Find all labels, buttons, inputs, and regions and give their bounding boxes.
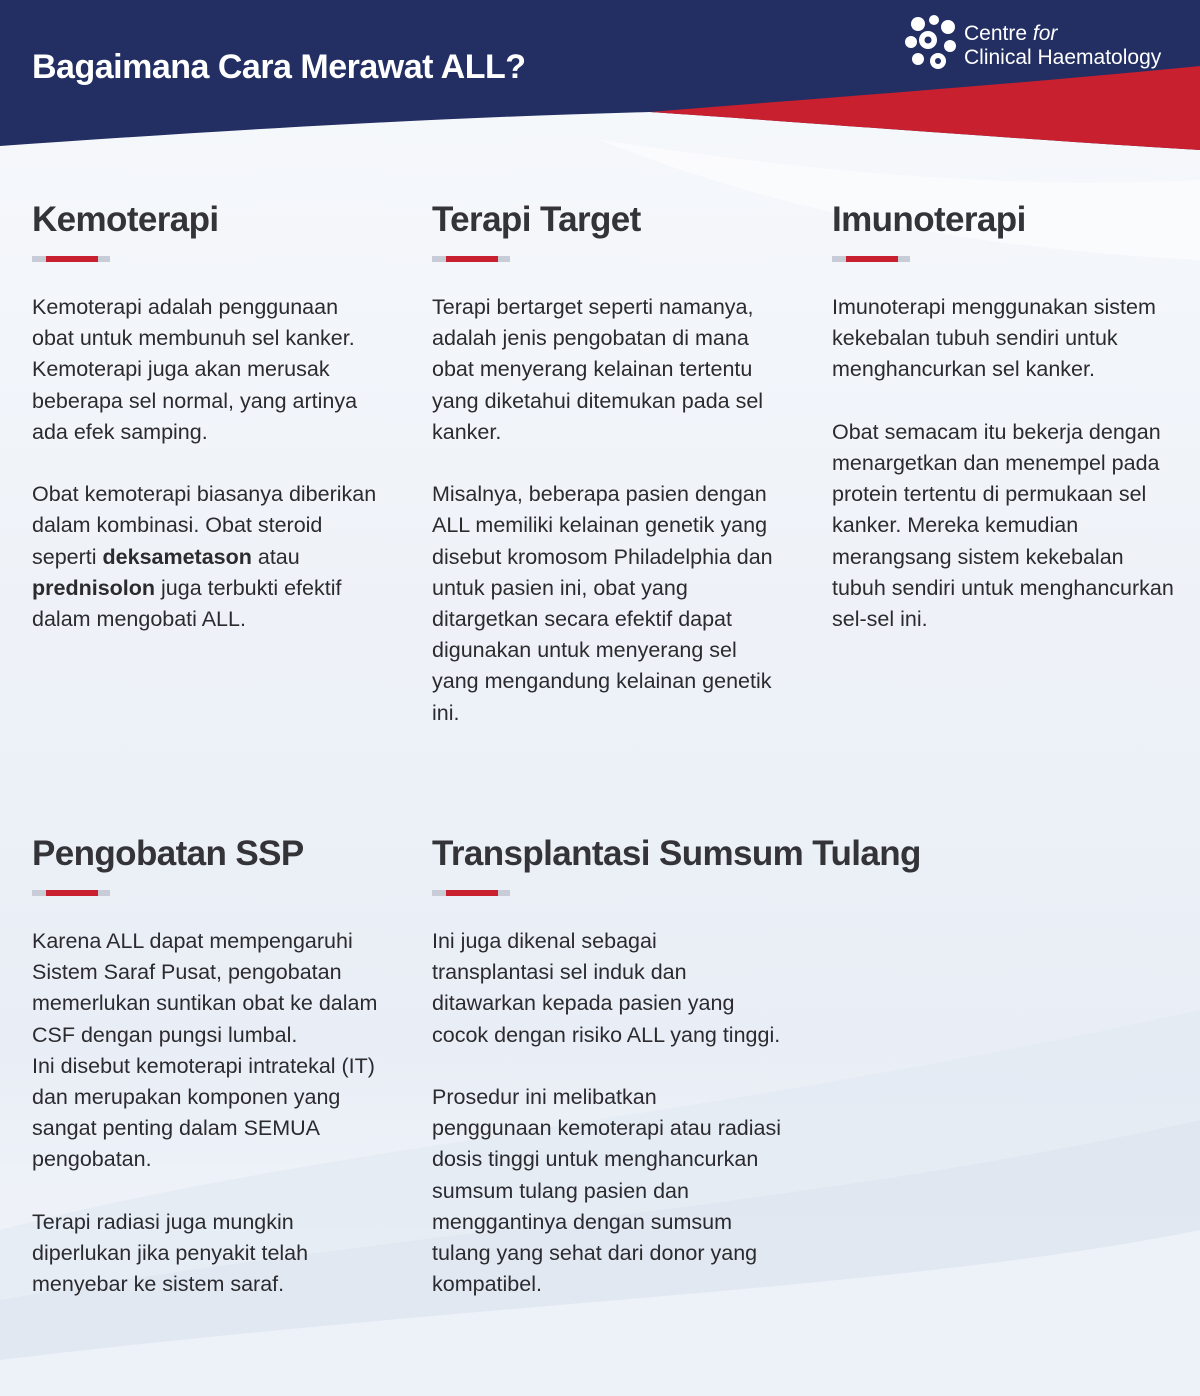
section-imunoterapi [832, 198, 1182, 635]
section-title: Transplantasi Sumsum Tulang [432, 834, 921, 873]
section-kemoterapi [32, 198, 382, 635]
logo-line-2: Clinical Haematology [964, 46, 1162, 69]
paragraph: Prosedur ini melibatkan penggunaan kemoterapi atau radiasi dosis tinggi untuk menghancurkan sumsum tulang pasien dan menggantinya dengan sumsum tulang yang sehat dari donor yang kompatibel. [432, 1085, 782, 1297]
paragraph: Karena ALL dapat mempengaruhi Sistem Saraf Pusat, pengobatan memerlukan suntikan obat ke dalam CSF dengan pungsi lumbal. [32, 929, 378, 1047]
section-rule [32, 256, 110, 262]
section-rule [832, 256, 910, 262]
cells-logo-icon [904, 14, 960, 72]
section-body [32, 292, 382, 635]
page-title: Bagaimana Cara Merawat ALL? [32, 48, 526, 86]
paragraph: Ini juga dikenal sebagai transplantasi sel induk dan ditawarkan kepada pasien yang cocok dengan risiko ALL yang tinggi. [432, 929, 781, 1047]
section-title: Terapi Target [432, 200, 641, 239]
paragraph: Kemoterapi adalah penggunaan obat untuk membunuh sel kanker. Kemoterapi juga akan merusak beberapa sel normal, yang artinya ada efek samping. [32, 295, 358, 444]
logo-line-1: Centre for [964, 22, 1058, 45]
paragraph: Obat kemoterapi biasanya diberikan dalam kombinasi. Obat steroid seperti deksametason atau prednisolon juga terbukti efektif dalam mengobati ALL. [32, 482, 377, 632]
section-title: Pengobatan SSP [32, 834, 304, 873]
paragraph: Terapi bertarget seperti namanya, adalah jenis pengobatan di mana obat menyerang kelainan tertentu yang diketahui ditemukan pada sel kanker. [432, 295, 764, 444]
paragraph: Misalnya, beberapa pasien dengan ALL memiliki kelainan genetik yang disebut kromosom Philadelphia dan untuk pasien ini, obat yang ditargetkan secara efektif dapat digunakan untuk menyerang sel yang mengandung kelainan genetik ini. [432, 482, 773, 725]
paragraph: Ini disebut kemoterapi intratekal (IT) dan merupakan komponen yang sangat penting dalam SEMUA pengobatan. [32, 1053, 375, 1172]
drug-name: deksametason [102, 544, 252, 569]
section-transplantasi [432, 832, 921, 1300]
drug-name: prednisolon [32, 575, 156, 600]
section-terapi-target [432, 198, 782, 729]
section-rule [32, 890, 110, 896]
section-body [432, 926, 782, 1300]
paragraph: Obat semacam itu bekerja dengan menargetkan dan menempel pada protein tertentu di permukaan sel kanker. Mereka kemudian merangsang sistem kekebalan tubuh sendiri untuk menghancurkan sel-sel ini. [832, 419, 1174, 632]
section-rule [432, 256, 510, 262]
section-title: Imunoterapi [832, 200, 1026, 239]
section-title: Kemoterapi [32, 200, 219, 239]
header-banner [0, 0, 1200, 150]
section-rule [432, 890, 510, 896]
section-body [432, 292, 782, 729]
logo [904, 14, 1194, 74]
section-pengobatan-ssp [32, 832, 382, 1300]
section-body [32, 926, 382, 1300]
paragraph: Imunoterapi menggunakan sistem kekebalan tubuh sendiri untuk menghancurkan sel kanker. [832, 295, 1156, 382]
section-body [832, 292, 1182, 635]
paragraph: Terapi radiasi juga mungkin diperlukan jika penyakit telah menyebar ke sistem saraf. [32, 1209, 309, 1297]
